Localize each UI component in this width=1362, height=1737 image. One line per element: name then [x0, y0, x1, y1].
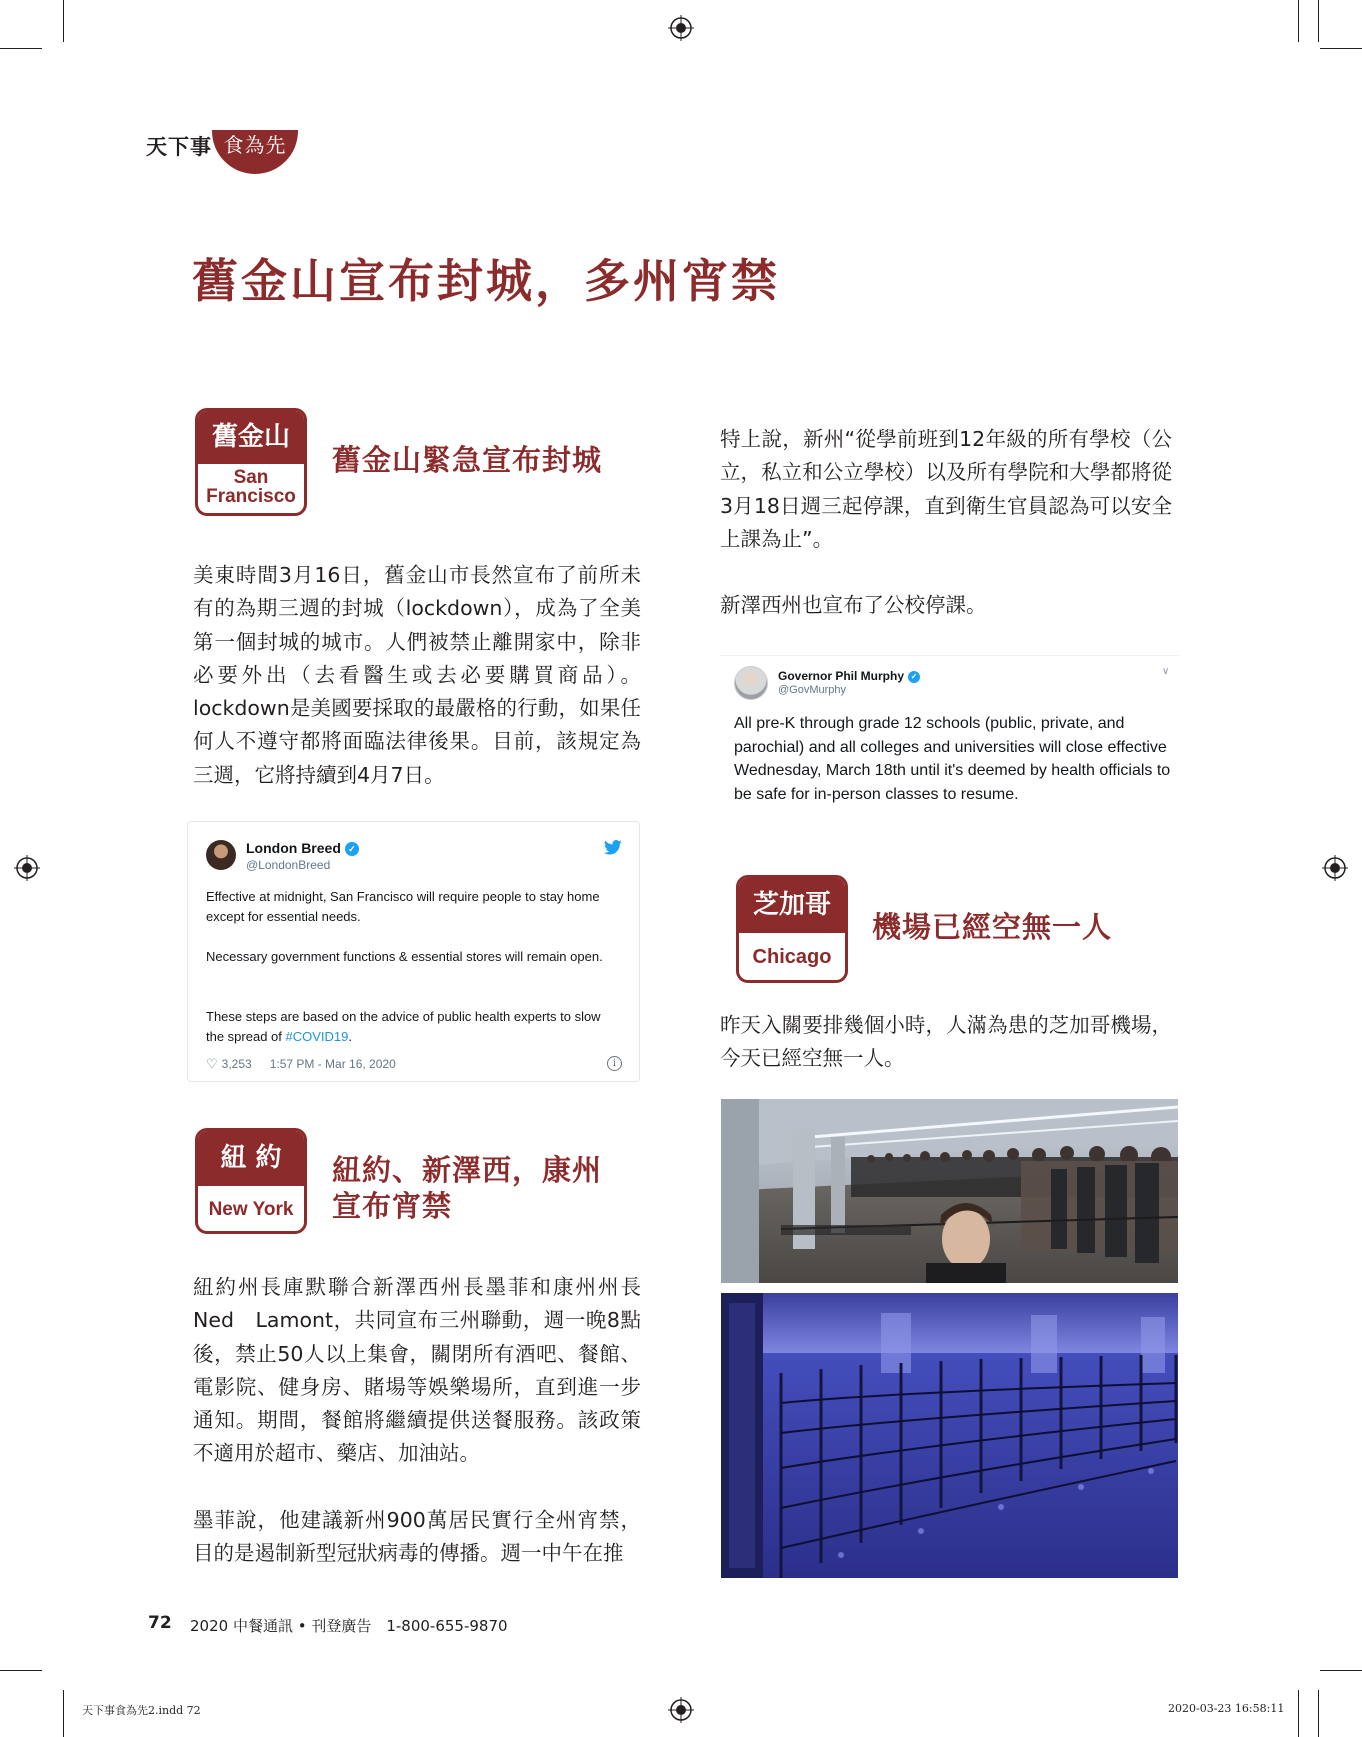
photo-crowded-airport: [721, 1099, 1178, 1283]
right-column-paragraphs: [720, 423, 1172, 622]
chicago-paragraph-text: 昨天入關要排幾個小時，人滿為患的芝加哥機場，今天已經空無一人。: [720, 1013, 1172, 1071]
tweet-text: All pre-K through grade 12 schools (public, private, and parochial) and all colleges and universities will close effective Wednesday, March 18th until it's deemed by health officials to be safe for in-person classes to resume.: [734, 715, 1171, 803]
verified-icon: ✓: [345, 842, 359, 856]
avatar: [206, 840, 236, 870]
tweet-london-breed: [187, 821, 640, 1082]
tweet-text-1: Effective at midnight, San Francisco will require people to stay home except for essential needs.: [206, 889, 600, 924]
city-badge-en: New York: [208, 1199, 294, 1220]
section-tag-left: 天下事: [146, 135, 212, 159]
tweet-text-3-end: .: [348, 1029, 352, 1044]
heart-icon[interactable]: ♡: [206, 1056, 218, 1071]
sf-paragraph: [193, 559, 641, 792]
verified-icon: ✓: [908, 671, 920, 683]
registration-mark-icon: [1322, 855, 1348, 881]
twitter-bird-icon: [604, 840, 622, 855]
right-paragraph-1: 特上說，新州“從學前班到12年級的所有學校（公立，私立和公立學校）以及所有學院和大學都將從3月18日週三起停課，直到衛生官員認為可以安全上課為止”。: [720, 427, 1172, 551]
tweet-text-3: [206, 1007, 621, 1047]
tweet-author-handle: @GovMurphy: [778, 684, 847, 696]
ny-paragraphs: [193, 1271, 641, 1570]
section-heading-chicago: 機場已經空無一人: [872, 910, 1113, 944]
city-badge-cn: 紐 約: [198, 1131, 304, 1186]
tweet-author-handle: @LondonBreed: [246, 858, 331, 872]
tweet-author-name: Governor Phil Murphy: [778, 669, 905, 683]
section-heading-ny: [332, 1152, 602, 1224]
tweet-timestamp[interactable]: 1:57 PM - Mar 16, 2020: [269, 1057, 396, 1071]
ny-paragraph-2: 墨菲說，他建議新州900萬居民實行全州宵禁，目的是遏制新型冠狀病毒的傳播。週一中午在推: [193, 1507, 641, 1566]
section-heading-sf: 舊金山緊急宣布封城: [332, 443, 603, 477]
tweet-text-2: Necessary government functions & essential stores will remain open.: [206, 949, 603, 964]
city-badge-en: Chicago: [752, 946, 832, 968]
registration-mark-icon: [14, 855, 40, 881]
section-tag-right: 食為先: [212, 130, 298, 174]
slug-filename: 天下事食為先2.indd 72: [82, 1704, 201, 1717]
tweet-meta: [206, 1056, 396, 1072]
slug-timestamp: 2020-03-23 16:58:11: [1168, 1702, 1285, 1715]
city-badge-en: San Francisco: [206, 467, 296, 507]
page-headline: 舊金山宣布封城，多州宵禁: [192, 254, 780, 308]
footer-line: 2020 中餐通訊 • 刊登廣告 1-800-655-9870: [190, 1617, 508, 1635]
chicago-paragraph: [720, 1009, 1172, 1076]
section-tag: [146, 130, 298, 174]
photo-empty-airport: [721, 1293, 1178, 1578]
tweet-author-name: London Breed: [246, 840, 341, 856]
like-count: 3,253: [221, 1057, 252, 1071]
ny-paragraph-1: 紐約州長庫默聯合新澤西州長墨菲和康州州長Ned Lamont，共同宣布三州聯動，週一晚8點後，禁止50人以上集會，關閉所有酒吧、餐館、電影院、健身房、賭場等娛樂場所，直到進一步通知。期間，餐館將繼續提供送餐服務。該政策不適用於超市、藥店、加油站。: [193, 1275, 641, 1466]
city-badge-cn: 舊金山: [198, 411, 304, 464]
hashtag-link[interactable]: #COVID19: [285, 1029, 349, 1044]
avatar: [734, 666, 768, 700]
tweet-governor-murphy: [720, 655, 1180, 828]
right-paragraph-2: 新澤西州也宣布了公校停課。: [720, 593, 987, 618]
page-number: 72: [148, 1613, 172, 1633]
city-badge-new-york: [195, 1128, 307, 1234]
chevron-down-icon[interactable]: ∨: [1162, 666, 1170, 677]
registration-mark-icon: [668, 15, 694, 41]
section-heading-ny-line2: 宣布宵禁: [332, 1189, 453, 1223]
city-badge-san-francisco: [195, 408, 307, 516]
registration-mark-icon: [668, 1697, 694, 1723]
city-badge-cn: 芝加哥: [739, 878, 845, 933]
section-heading-ny-line1: 紐約、新澤西，康州: [332, 1153, 603, 1187]
info-icon[interactable]: i: [607, 1056, 622, 1071]
sf-paragraph-text: 美東時間3月16日，舊金山市長然宣布了前所未有的為期三週的封城（lockdown），成為了全美第一個封城的城市。人們被禁止離開家中，除非必要外出（去看醫生或去必要購買商品）。lockdown是美國要採取的最嚴格的行動，如果任何人不遵守都將面臨法律後果。目前，該規定為三週，它將持續到4月7日。: [193, 563, 641, 787]
city-badge-chicago: [736, 875, 848, 983]
tweet-text-3-body: These steps are based on the advice of public health experts to slow the spread of: [206, 1009, 601, 1044]
